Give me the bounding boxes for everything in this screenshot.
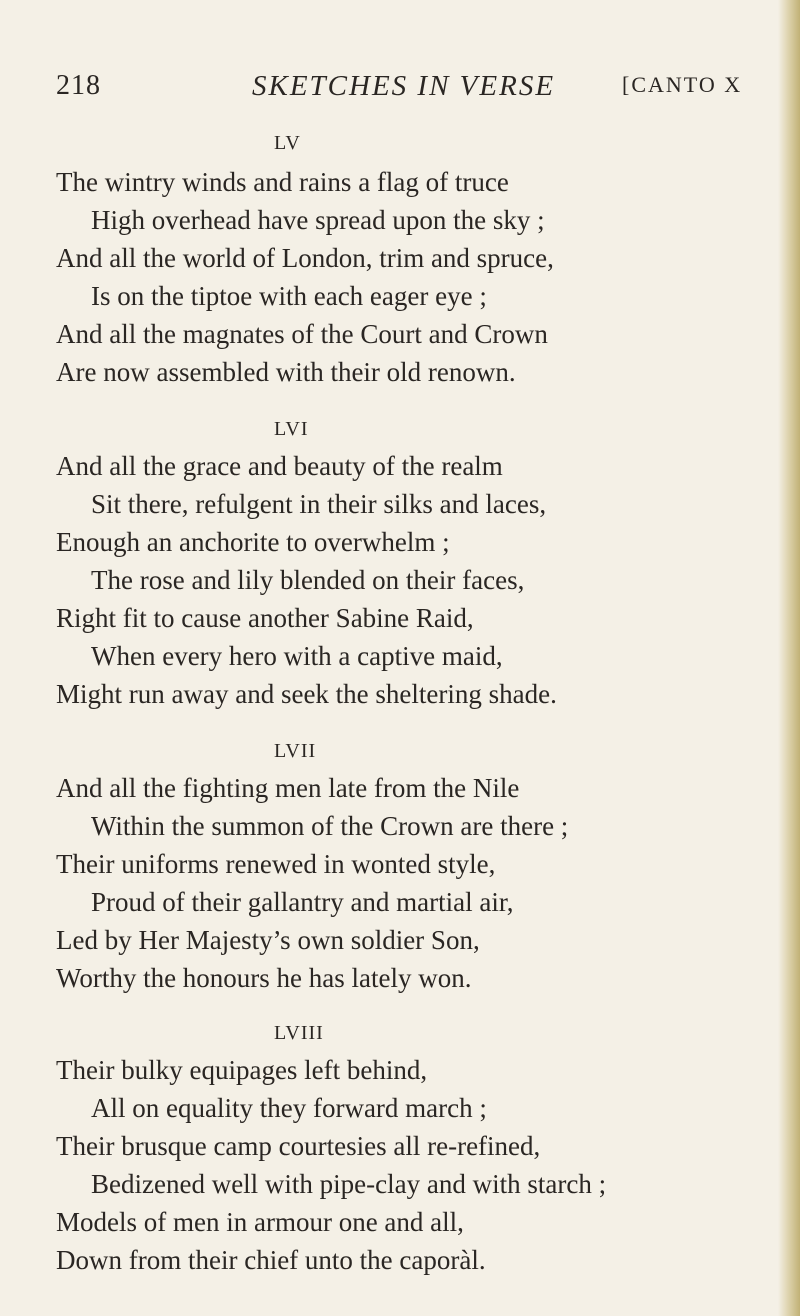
page-number: 218	[56, 70, 101, 101]
verse-line: Are now assembled with their old renown.	[56, 357, 516, 387]
verse-line: Their bulky equipages left behind,	[56, 1055, 428, 1085]
verse-line: Is on the tiptoe with each eager eye ;	[91, 281, 487, 311]
verse-line: Right fit to cause another Sabine Raid,	[56, 603, 474, 633]
verse-line: Sit there, refulgent in their silks and laces,	[91, 489, 547, 519]
verse-line: Models of men in armour one and all,	[56, 1207, 464, 1237]
verse-line: Within the summon of the Crown are there ;	[91, 811, 569, 841]
verse-line: Their brusque camp courtesies all re-refined,	[56, 1131, 541, 1161]
verse-line: Worthy the honours he has lately won.	[56, 963, 472, 993]
running-header	[56, 70, 796, 110]
verse-line: All on equality they forward march ;	[91, 1093, 487, 1123]
verse-line: And all the magnates of the Court and Crown	[56, 319, 548, 349]
stanza-numeral: LV	[274, 132, 301, 154]
verse-line: The rose and lily blended on their faces,	[91, 565, 525, 595]
verse-line: High overhead have spread upon the sky ;	[91, 205, 545, 235]
verse-line: And all the fighting men late from the Nile	[56, 773, 520, 803]
verse-line: Might run away and seek the sheltering shade.	[56, 679, 557, 709]
verse-line: Bedizened well with pipe-clay and with starch ;	[91, 1169, 607, 1199]
verse-line: Their uniforms renewed in wonted style,	[56, 849, 496, 879]
stanza-numeral: LVI	[274, 418, 309, 440]
verse-line: Proud of their gallantry and martial air,	[91, 887, 514, 917]
verse-line: Led by Her Majesty’s own soldier Son,	[56, 925, 480, 955]
verse-line: Down from their chief unto the caporàl.	[56, 1245, 486, 1275]
verse-line: When every hero with a captive maid,	[91, 641, 503, 671]
verse-line: Enough an anchorite to overwhelm ;	[56, 527, 450, 557]
running-title: SKETCHES IN VERSE	[252, 70, 556, 102]
verse-line: And all the world of London, trim and spruce,	[56, 243, 554, 273]
canto-label: [CANTO X	[622, 72, 743, 97]
stanza-numeral: LVIII	[274, 1022, 324, 1044]
stanza-numeral: LVII	[274, 740, 317, 762]
page-edge-shading	[778, 0, 800, 1316]
verse-line: And all the grace and beauty of the realm	[56, 451, 503, 481]
verse-line: The wintry winds and rains a flag of truce	[56, 167, 509, 197]
